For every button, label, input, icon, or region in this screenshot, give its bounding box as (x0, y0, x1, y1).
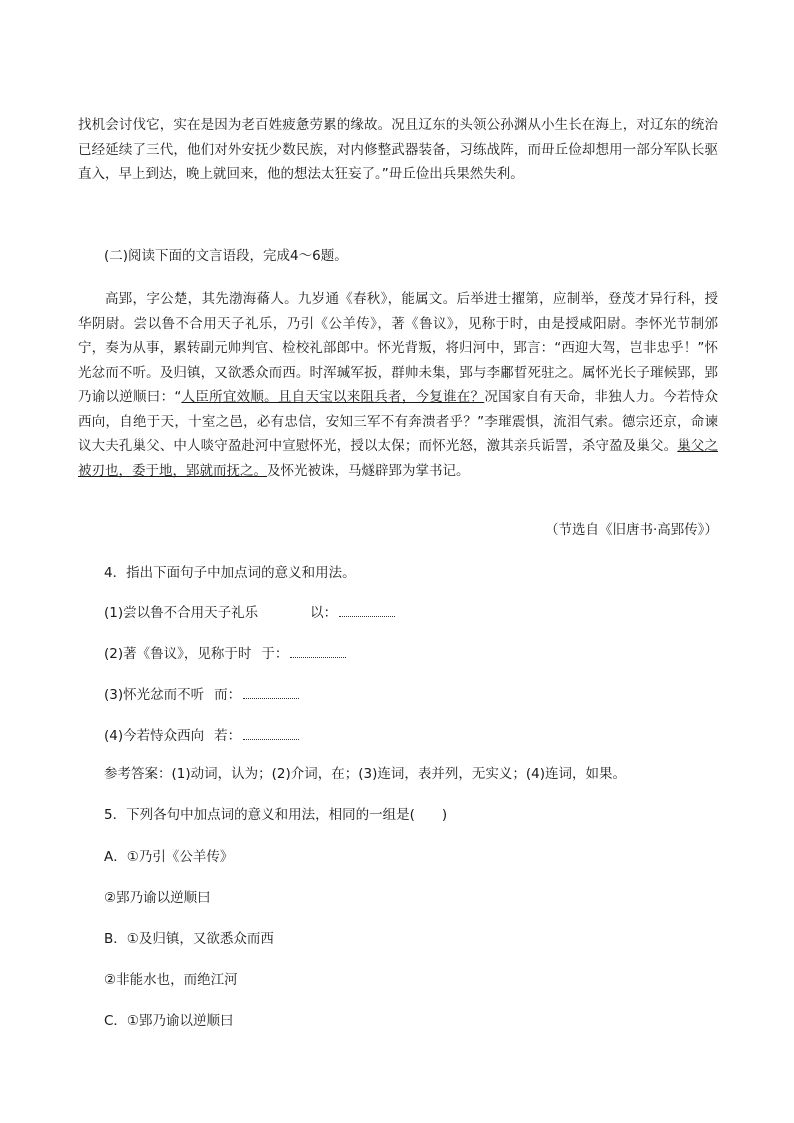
question-4-item (104, 603, 395, 623)
passage-part-3: 及怀光被诛，马燧辟郢为掌书记。 (267, 462, 470, 479)
question-4-item (104, 685, 299, 705)
question-5-option: C．①郢乃谕以逆顺曰 (104, 1013, 234, 1029)
answer-blank (243, 685, 299, 699)
underlined-sentence-2: 巢父之被刃也，委于地，郢就而抚之。 (78, 438, 719, 479)
item-sentence: (2)著《鲁议》，见称于时 (104, 646, 252, 662)
item-word: 于： (261, 646, 289, 662)
item-sentence: (1)尝以鲁不合用天子礼乐 (104, 605, 259, 621)
question-4-title: 4．指出下面句子中加点词的意义和用法。 (104, 565, 356, 581)
question-4-item (104, 644, 346, 664)
answer-blank (290, 644, 346, 658)
question-5-option: ②郢乃谕以逆顺曰 (104, 890, 211, 906)
answer-blank (243, 726, 299, 740)
passage-source: （节选自《旧唐书·高郢传》） (544, 522, 718, 538)
underlined-sentence-1: 人臣所宜效顺。且自天宝以来阻兵者，今复谁在？ (181, 389, 485, 405)
passage-part-1: 高郢，字公楚，其先渤海蓨人。九岁通《春秋》，能属文。后举进士擢第，应制举，登茂才异行科，授华阴尉。尝以鲁不合用天子礼乐，乃引《公羊传》，著《鲁议》，见称于时，由是授咸阳尉。李怀光节制邠宁，奏为从事，累转副元帅判官、检校礼部郎中。怀光背叛，将归河中，郢言：“西迎大驾，岂非忠乎！”怀光忿而不听。及归镇，又欲悉众而西。时浑瑊军扳，群帅未集，郢与李鄘晢死驻之。属怀光长子璀候郢，郢乃谕以逆顺曰：“ (78, 291, 718, 405)
item-sentence: (4)今若恃众西向 (104, 728, 205, 744)
translation-paragraph: 找机会讨伐它，实在是因为老百姓疲惫劳累的缘故。况且辽东的头领公孙渊从小生长在海上，对辽东的统治已经延续了三代，他们对外安抚少数民族，对内修整武器装备，习练战阵，而毌丘俭却想用一部分军队长驱直入，早上到达，晚上就回来，他的想法太狂妄了。”毌丘俭出兵果然失利。 (78, 117, 718, 182)
classical-passage (78, 287, 718, 483)
question-5-option: ②非能水也，而绝江河 (104, 972, 238, 988)
question-4-item (104, 726, 299, 746)
question-5-option: B．①及归镇，又欲悉众而西 (104, 931, 274, 947)
question-5-option: A．①乃引《公羊传》 (104, 849, 234, 865)
item-word: 以： (310, 605, 338, 621)
item-word: 而： (214, 687, 242, 703)
answer-blank (339, 603, 395, 617)
item-word: 若： (214, 728, 242, 744)
question-5-title: 5．下列各句中加点词的意义和用法，相同的一组是( ) (104, 807, 448, 823)
question-4-answer: 参考答案：(1)动词，认为；(2)介词，在；(3)连词，表并列，无实义；(4)连词，如果。 (104, 766, 626, 782)
passage-part-2: 况国家自有天命，非独人力。今若恃众西向，自绝于天，十室之邑，必有忠信，安知三军不有奔溃者乎？”李璀震惧，流泪气索。德宗还京，命谏议大夫孔巢父、中人啖守盈赴河中宣慰怀光，授以太保；而怀光怒，激其亲兵诟詈，杀守盈及巢父。 (78, 389, 719, 454)
section-heading: (二)阅读下面的文言语段，完成4～6题。 (104, 248, 348, 264)
item-sentence: (3)怀光忿而不听 (104, 687, 205, 703)
